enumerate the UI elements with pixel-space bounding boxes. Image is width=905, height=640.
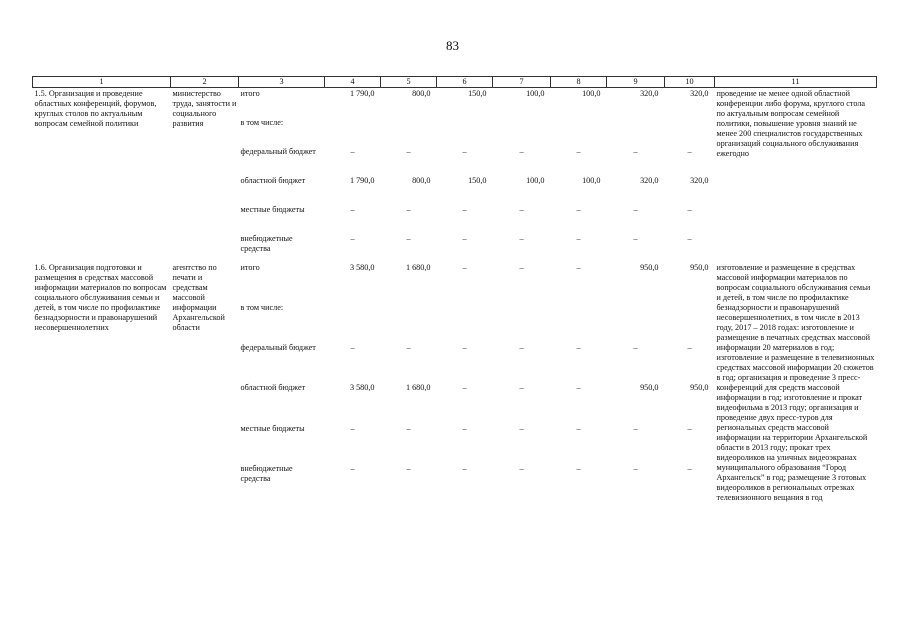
funding-source: итого [240,89,260,98]
table-body [33,88,877,504]
amount-cell [493,117,551,146]
amount-cell: – [350,205,355,214]
funding-source: итого [240,263,260,272]
amount-cell [607,302,665,342]
amount-cell: – [350,147,355,156]
amount-cell [551,117,607,146]
amount-cell: 100,0 [582,89,601,98]
funding-source: областной бюджет [240,176,306,185]
amount-cell: 3 580,0 [349,383,375,393]
amount-cell [325,302,381,342]
amount-cell: 950,0 [640,383,659,393]
amount-cell [665,117,715,146]
amount-cell: 1 790,0 [349,89,375,98]
table-row [33,88,877,118]
column-header: 6 [437,77,493,88]
amount-cell: – [519,343,524,353]
amount-cell: – [519,263,524,272]
amount-cell: – [633,147,638,156]
amount-cell: – [687,234,692,243]
amount-cell: – [462,383,467,393]
amount-cell: – [350,343,355,353]
amount-cell: – [462,234,467,243]
column-header: 3 [239,77,325,88]
amount-cell: – [519,205,524,214]
amount-cell: 320,0 [640,89,659,98]
column-header: 9 [607,77,665,88]
amount-cell: – [350,423,355,433]
amount-cell: – [519,463,524,473]
amount-cell: 950,0 [690,263,709,272]
column-header: 4 [325,77,381,88]
amount-cell: 800,0 [412,176,431,185]
table-row [33,262,877,302]
executor-cell: министерство труда, занятости и социального развития [172,89,237,128]
amount-cell: – [462,463,467,473]
amount-cell: – [633,463,638,473]
amount-cell: – [687,343,692,353]
amount-cell: 150,0 [468,176,487,185]
amount-cell: 100,0 [582,176,601,185]
funding-source: в том числе: [240,303,284,313]
column-header: 1 [33,77,171,88]
amount-cell: – [519,423,524,433]
column-header: 2 [171,77,239,88]
amount-cell [607,117,665,146]
amount-cell: – [576,263,581,272]
amount-cell: – [633,343,638,353]
amount-cell: 150,0 [468,89,487,98]
funding-source: внебюджетные средства [240,234,293,253]
column-header: 11 [715,77,877,88]
amount-cell: – [576,463,581,473]
amount-cell: 100,0 [526,89,545,98]
funding-source: федеральный бюджет [240,147,316,156]
amount-cell: – [462,147,467,156]
amount-cell: 3 580,0 [349,263,375,272]
amount-cell: – [633,205,638,214]
amount-cell: – [519,147,524,156]
measure-description: 1.6. Организация подготовки и размещения в средствах массовой информации материалов по вопросам социального обслуживания семьи и детей, в том числе по профилактике безнадзорности и правонарушений несовершеннолетних [34,263,167,332]
amount-cell: 320,0 [640,176,659,185]
amount-cell: 100,0 [526,176,545,185]
expected-result: проведение не менее одной областной конференции либо форума, круглого стола по актуальным вопросам семейной политики, повышение уровня знаний не менее 200 специалистов государственных организаций социального обслуживания ежегодно [716,89,866,158]
amount-cell: 1 790,0 [349,176,375,185]
amount-cell: – [576,383,581,393]
amount-cell: 1 680,0 [405,263,431,272]
column-header: 7 [493,77,551,88]
executor-cell: агентство по печати и средствам массовой информации Архангельской области [172,263,225,332]
amount-cell: 950,0 [640,263,659,272]
funding-source: местные бюджеты [240,205,305,214]
amount-cell: – [406,205,411,214]
amount-cell: – [576,423,581,433]
amount-cell: – [462,205,467,214]
amount-cell: – [462,343,467,353]
column-header: 5 [381,77,437,88]
amount-cell [437,117,493,146]
column-header: 8 [551,77,607,88]
funding-source: местные бюджеты [240,423,305,433]
amount-cell: – [633,234,638,243]
amount-cell [665,302,715,342]
amount-cell [325,117,381,146]
program-table [32,76,877,503]
amount-cell: – [406,234,411,243]
amount-cell: 1 680,0 [405,383,431,393]
amount-cell: – [633,423,638,433]
amount-cell: – [576,147,581,156]
amount-cell [381,302,437,342]
amount-cell: – [576,205,581,214]
amount-cell: – [519,383,524,393]
header-row [33,77,877,88]
column-header: 10 [665,77,715,88]
amount-cell: – [406,147,411,156]
amount-cell: – [687,423,692,433]
amount-cell [493,302,551,342]
amount-cell: – [406,343,411,353]
amount-cell: 320,0 [690,89,709,98]
expected-result: изготовление и размещение в средствах массовой информации материалов по вопросам социального обслуживания семьи и детей, в том числе по профилактике безнадзорности и правонарушений несовершеннолетних, в том числе в 2013 году, 2017 – 2018 годах: изготовление и размещение в печатных средствах массовой информации 20 материалов в год; изготовление и размещение в телевизионных средствах массовой информации 20 сюжетов в год; организация и проведение 3 пресс-конференций для средств массовой информации в год; изготовление и прокат видеофильма в 2013 году; организация и проведение двух пресс-туров для региональных средств массовой информации на территории Архангельской области в 2013 году; прокат трех видеороликов на уличных видеоэкранах муниципального образования “Город Архангельск” в год; размещение 3 готовых видеороликов в региональных отрезках телевизионного вещания в год [716,263,875,502]
amount-cell: – [406,463,411,473]
amount-cell: 800,0 [412,89,431,98]
amount-cell: – [687,463,692,473]
amount-cell: – [462,423,467,433]
amount-cell: – [350,234,355,243]
amount-cell: 320,0 [690,176,709,185]
amount-cell: – [519,234,524,243]
page-number: 83 [446,38,459,53]
funding-source: в том числе: [240,118,284,127]
amount-cell: – [350,463,355,473]
funding-source: федеральный бюджет [240,343,316,353]
amount-cell: – [576,343,581,353]
amount-cell: – [687,147,692,156]
amount-cell [437,302,493,342]
funding-source: внебюджетные средства [240,463,293,483]
amount-cell [381,117,437,146]
amount-cell: – [687,205,692,214]
funding-source: областной бюджет [240,383,306,393]
amount-cell: 950,0 [690,383,709,393]
amount-cell [551,302,607,342]
amount-cell: – [462,263,467,272]
amount-cell: – [406,423,411,433]
amount-cell: – [576,234,581,243]
measure-description: 1.5. Организация и проведение областных конференций, форумов, круглых столов по актуальным вопросам семейной политики [34,89,157,128]
